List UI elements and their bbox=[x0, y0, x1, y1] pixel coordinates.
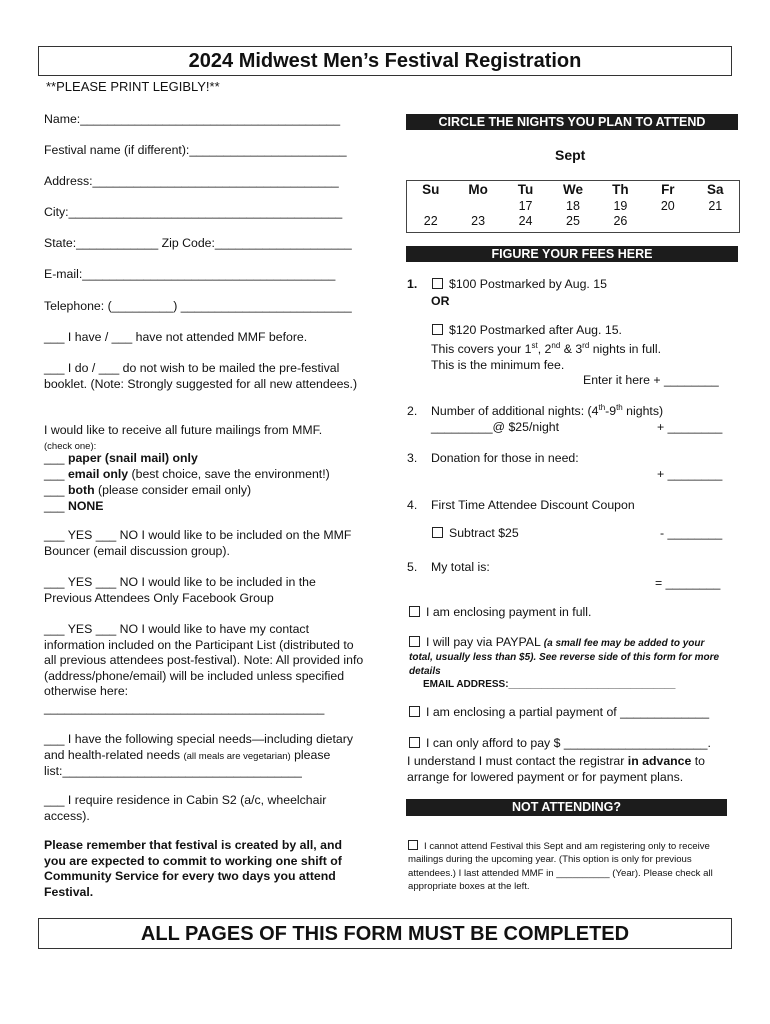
name-field[interactable]: Name:______________________________________ bbox=[44, 112, 341, 126]
mailing-option-paper[interactable] bbox=[44, 451, 198, 467]
vegetarian-note: (all meals are vegetarian) bbox=[183, 750, 291, 762]
special-needs-list: please list:___________________________________ bbox=[44, 747, 331, 779]
label-part: Number of additional nights: (4 bbox=[431, 404, 599, 418]
checkbox-icon[interactable] bbox=[432, 527, 443, 538]
item-1-number: 1. bbox=[407, 277, 418, 291]
day-header: We bbox=[562, 182, 583, 197]
in-advance-text: in advance bbox=[627, 754, 692, 768]
checkbox-icon[interactable] bbox=[432, 278, 443, 289]
page-title: 2024 Midwest Men’s Festival Registration bbox=[38, 46, 732, 76]
day-header: Tu bbox=[517, 182, 534, 197]
checkbox-icon[interactable] bbox=[409, 706, 420, 717]
calendar-date[interactable]: 25 bbox=[566, 214, 580, 229]
item-3-number: 3. bbox=[407, 451, 418, 465]
check-one-note: (check one): bbox=[44, 441, 97, 452]
calendar-date[interactable]: 20 bbox=[660, 198, 675, 213]
option-label: NONE bbox=[67, 499, 104, 513]
pay-full-label: I am enclosing payment in full. bbox=[426, 605, 592, 619]
calendar-date[interactable]: 26 bbox=[613, 214, 628, 229]
community-service-note: Please remember that festival is created by all, and you are expected to commit to working one shift of Community Service for every two days you attend Festival. bbox=[44, 838, 342, 899]
donation-label: Donation for those in need: bbox=[431, 451, 579, 465]
registrar-note bbox=[407, 754, 732, 785]
not-attending-header: NOT ATTENDING? bbox=[406, 799, 727, 816]
ordinal-sup: st bbox=[531, 341, 538, 350]
donation-amount[interactable]: + ________ bbox=[657, 467, 723, 481]
afford-label: I can only afford to pay $ _____________________. bbox=[426, 736, 711, 750]
day-header: Su bbox=[422, 182, 440, 197]
calendar-date[interactable]: 17 bbox=[518, 198, 533, 213]
note-part: nights in full. bbox=[589, 342, 662, 356]
mailing-option-both[interactable] bbox=[44, 483, 251, 499]
telephone-field[interactable]: Telephone: (_________) _________________________ bbox=[44, 299, 352, 313]
calendar-date[interactable]: 24 bbox=[518, 214, 533, 229]
day-header: Th bbox=[612, 182, 629, 197]
enter-fee-field[interactable]: Enter it here + ________ bbox=[583, 373, 719, 387]
calendar-date[interactable] bbox=[407, 198, 454, 214]
or-label: OR bbox=[431, 294, 450, 308]
paypal-option[interactable] bbox=[409, 636, 729, 678]
note-part: I understand I must contact the registrar bbox=[407, 754, 628, 768]
day-header: Mo bbox=[468, 182, 488, 197]
bouncer-field[interactable]: ___ YES ___ NO I would like to be included on the MMF Bouncer (email discussion group). bbox=[44, 528, 352, 558]
ordinal-sup: th bbox=[616, 403, 623, 412]
day-header: Fr bbox=[661, 182, 675, 197]
special-needs-field[interactable] bbox=[44, 732, 364, 780]
blank: ___ bbox=[44, 467, 65, 481]
checkbox-icon[interactable] bbox=[408, 840, 418, 850]
item-4-number: 4. bbox=[407, 498, 418, 512]
ordinal-sup: rd bbox=[582, 341, 590, 350]
checkbox-icon[interactable] bbox=[409, 737, 420, 748]
option-note: (please consider email only) bbox=[94, 483, 252, 497]
pay-full-option[interactable] bbox=[409, 605, 591, 621]
item-2-number: 2. bbox=[407, 404, 418, 418]
option-label: both bbox=[67, 483, 95, 497]
total-label: My total is: bbox=[431, 560, 490, 574]
all-pages-notice: ALL PAGES OF THIS FORM MUST BE COMPLETED bbox=[38, 918, 732, 949]
partial-payment-option[interactable] bbox=[409, 705, 709, 721]
calendar-date[interactable]: 22 bbox=[423, 214, 438, 229]
fee-100-option[interactable] bbox=[432, 277, 607, 293]
calendar-date[interactable]: 18 bbox=[566, 198, 580, 213]
paypal-label: I will pay via PAYPAL bbox=[426, 635, 544, 649]
not-attending-option[interactable] bbox=[408, 840, 720, 893]
print-legibly-note: **PLEASE PRINT LEGIBLY!** bbox=[46, 79, 220, 94]
item-5-number: 5. bbox=[407, 560, 418, 574]
option-note: (best choice, save the environment!) bbox=[128, 467, 330, 481]
ordinal-sup: nd bbox=[551, 341, 561, 350]
calendar-date[interactable]: 21 bbox=[708, 198, 723, 213]
email-field[interactable]: E-mail:_____________________________________ bbox=[44, 267, 336, 281]
note-part: & 3 bbox=[560, 342, 583, 356]
additional-nights-rate-field[interactable]: _________@ $25/night bbox=[431, 420, 560, 434]
participant-list-field[interactable]: ___ YES ___ NO I would like to have my contact information included on the Participant List (distributed to all previous attendees post-festival). Note: All provided info (address/phone/email) will be included unless specified otherwise here: bbox=[44, 622, 364, 699]
blank: ___ bbox=[44, 451, 65, 465]
paypal-email-field[interactable]: EMAIL ADDRESS:______________________________ bbox=[423, 679, 676, 690]
calendar-date[interactable] bbox=[454, 198, 501, 214]
city-field[interactable]: City:________________________________________ bbox=[44, 205, 343, 219]
calendar-date[interactable] bbox=[644, 214, 691, 230]
note-part: , 2 bbox=[537, 342, 552, 356]
discount-coupon-label: First Time Attendee Discount Coupon bbox=[431, 498, 635, 512]
calendar-date[interactable]: 19 bbox=[613, 198, 628, 213]
subtract-label: Subtract $25 bbox=[449, 526, 519, 540]
participant-list-line[interactable]: _________________________________________ bbox=[44, 701, 325, 715]
subtract-option[interactable] bbox=[432, 526, 519, 542]
special-needs-text: ___ I have the following special needs—including dietary and health-related needs bbox=[44, 732, 353, 762]
calendar-date[interactable]: 23 bbox=[471, 214, 486, 229]
nights-header: CIRCLE THE NIGHTS YOU PLAN TO ATTEND bbox=[406, 114, 738, 130]
blank: ___ bbox=[44, 483, 65, 497]
ordinal-sup: th bbox=[598, 403, 606, 412]
discount-amount[interactable]: - ________ bbox=[660, 526, 723, 540]
month-label: Sept bbox=[555, 147, 586, 163]
mailing-option-email[interactable] bbox=[44, 467, 330, 483]
fees-header: FIGURE YOUR FEES HERE bbox=[406, 246, 738, 262]
partial-payment-label: I am enclosing a partial payment of _____________ bbox=[426, 705, 710, 719]
minimum-fee-note: This is the minimum fee. bbox=[431, 358, 565, 372]
first-nights-note bbox=[431, 342, 661, 358]
blank: ___ bbox=[44, 499, 65, 513]
state-zip-field[interactable]: State:____________ Zip Code:____________________ bbox=[44, 236, 352, 250]
checkbox-icon[interactable] bbox=[409, 636, 420, 647]
mailing-option-none[interactable] bbox=[44, 499, 103, 515]
calendar-date[interactable] bbox=[692, 214, 739, 230]
label-part: -9 bbox=[605, 404, 617, 418]
label-part: nights) bbox=[622, 404, 664, 418]
note-part: This covers your 1 bbox=[431, 342, 532, 356]
address-field[interactable]: Address:____________________________________ bbox=[44, 174, 339, 188]
festival-name-field[interactable]: Festival name (if different):_______________________ bbox=[44, 143, 347, 157]
mailings-intro: I would like to receive all future mailings from MMF. bbox=[44, 423, 323, 437]
fee-100-label: $100 Postmarked by Aug. 15 bbox=[449, 277, 607, 291]
facebook-field[interactable]: ___ YES ___ NO I would like to be included in the Previous Attendees Only Facebook Group bbox=[44, 575, 316, 605]
fee-120-label: $120 Postmarked after Aug. 15. bbox=[449, 323, 622, 337]
calendar bbox=[406, 180, 740, 233]
option-label: paper (snail mail) only bbox=[67, 451, 198, 465]
booklet-field[interactable]: ___ I do / ___ do not wish to be mailed the pre-festival booklet. (Note: Strongly suggested for all new attendees.) bbox=[44, 361, 358, 391]
afford-option[interactable] bbox=[409, 736, 711, 752]
note-part: to arrange for lowered payment or for payment plans. bbox=[407, 754, 706, 784]
checkbox-icon[interactable] bbox=[409, 606, 420, 617]
attended-before-field[interactable]: ___ I have / ___ have not attended MMF before. bbox=[44, 330, 308, 344]
option-label: email only bbox=[67, 467, 129, 481]
cabin-field[interactable]: ___ I require residence in Cabin S2 (a/c, wheelchair access). bbox=[44, 793, 327, 823]
checkbox-icon[interactable] bbox=[432, 324, 443, 335]
fee-120-option[interactable] bbox=[432, 323, 622, 339]
paypal-fee-note: (a small fee may be added to your total, usually less than $5). See reverse side of this form for more details bbox=[409, 638, 720, 677]
not-attending-text: I cannot attend Festival this Sept and am registering only to receive mailings during the upcoming year. (This option is only for previous attendees.) I last attended MMF in __________ (Year). Please check all appropriate boxes at the left. bbox=[408, 841, 713, 892]
day-header: Sa bbox=[707, 182, 724, 197]
additional-nights-amount[interactable]: + ________ bbox=[657, 420, 723, 434]
total-amount[interactable]: = ________ bbox=[655, 576, 721, 590]
additional-nights-label bbox=[431, 404, 663, 420]
